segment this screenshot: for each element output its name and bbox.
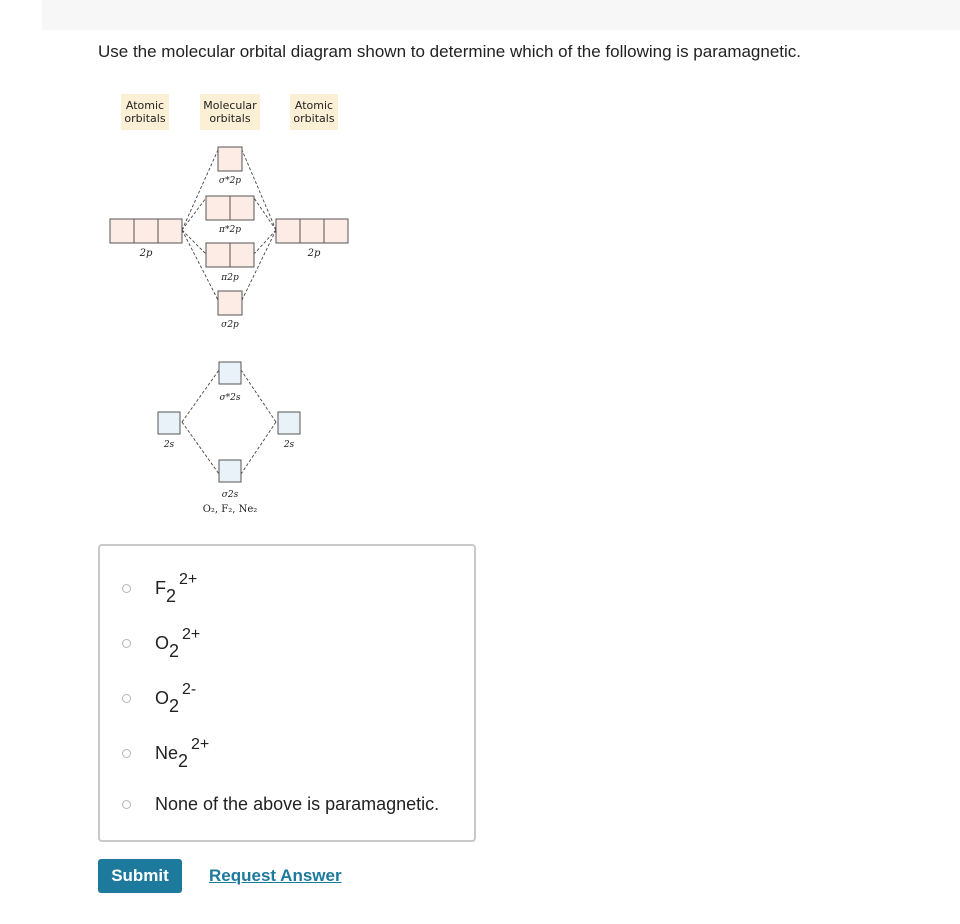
svg-text:Atomic: Atomic [125,99,165,112]
mo-pi-star-2p [206,196,254,235]
option-label: F22+ [155,570,198,606]
mo-sigma-star-2s [219,362,241,403]
option-label: Ne22+ [155,735,210,771]
header-molecular [200,94,260,130]
svg-text:2p: 2p [307,248,321,259]
mo-sigma-2p [218,291,242,330]
mo-diagram [100,90,370,530]
atomic-2s-left [158,412,180,450]
request-answer-link[interactable]: Request Answer [209,866,342,885]
option-label: O22+ [155,625,201,661]
svg-text:σ2s: σ2s [221,490,239,500]
radio-button[interactable] [122,800,131,809]
submit-button[interactable]: Submit [98,859,182,893]
svg-text:orbitals: orbitals [293,112,335,125]
header-atomic-right [290,94,338,130]
mo-sigma-2s [219,460,241,500]
svg-text:π2p: π2p [221,273,239,283]
radio-button[interactable] [122,694,131,703]
atomic-2p-left [110,219,182,259]
radio-button[interactable] [122,639,131,648]
svg-text:orbitals: orbitals [124,112,166,125]
option-label: None of the above is paramagnetic. [155,793,440,814]
svg-text:2p: 2p [139,248,153,259]
svg-text:2s: 2s [283,440,295,450]
radio-button[interactable] [122,749,131,758]
option-label: O22- [155,680,197,716]
diagram-caption: O₂, F₂, Ne₂ [202,504,258,515]
header-atomic-left [121,94,169,130]
mo-sigma-star-2p [218,147,242,186]
svg-text:π*2p: π*2p [219,225,241,235]
radio-button[interactable] [122,584,131,593]
svg-text:σ*2s: σ*2s [219,393,241,403]
atomic-2p-right [276,219,348,259]
question-text: Use the molecular orbital diagram shown to determine which of the following is paramagnetic. [98,42,802,61]
atomic-2s-right [278,412,300,450]
svg-text:σ2p: σ2p [221,320,239,330]
svg-text:Atomic: Atomic [294,99,334,112]
svg-text:Molecular: Molecular [203,99,257,112]
svg-text:σ*2p: σ*2p [218,176,242,186]
top-bar [42,0,960,30]
svg-text:2s: 2s [163,440,175,450]
mo-pi-2p [206,243,254,283]
svg-text:orbitals: orbitals [209,112,251,125]
answer-choices [98,544,476,842]
